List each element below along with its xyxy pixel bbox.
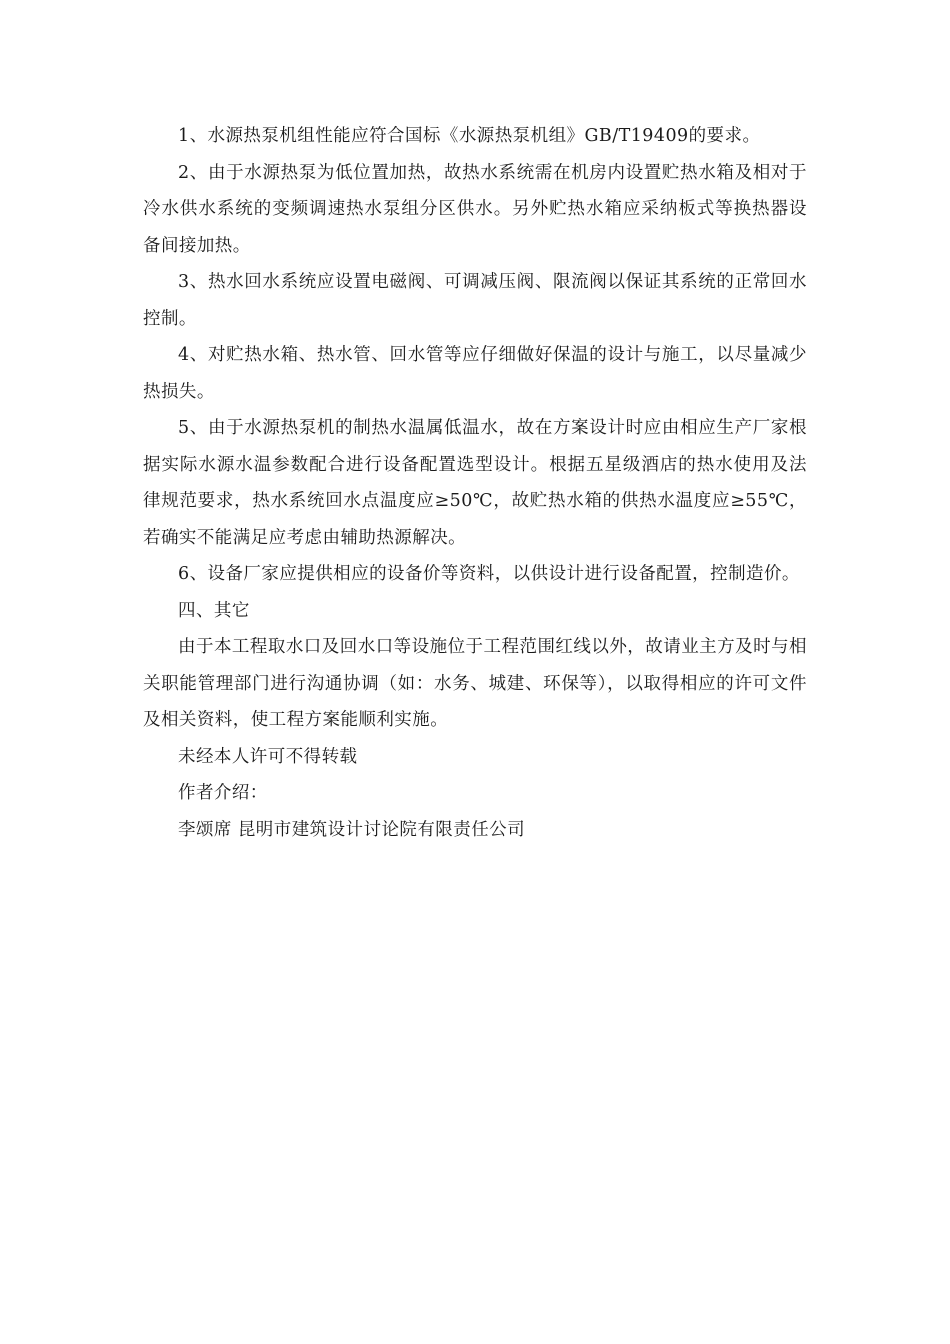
paragraph-other-body: 由于本工程取水口及回水口等设施位于工程范围红线以外，故请业主方及时与相关职能管理部门进行沟通协调（如：水务、城建、环保等），以取得相应的许可文件及相关资料，使工程方案能顺利实施。: [143, 637, 807, 730]
document-body: [143, 118, 807, 848]
paragraph-item-2: 2、由于水源热泵为低位置加热，故热水系统需在机房内设置贮热水箱及相对于冷水供水系统的变频调速热水泵组分区供水。另外贮热水箱应采纳板式等换热器设备间接加热。: [143, 162, 807, 256]
paragraph-item-5: 5、由于水源热泵机的制热水温属低温水，故在方案设计时应由相应生产厂家根据实际水源水温参数配合进行设备配置选型设计。根据五星级酒店的热水使用及法律规范要求，热水系统回水点温度应≥50℃，故贮热水箱的供热水温度应≥55℃，若确实不能满足应考虑由辅助热源解决。: [143, 418, 807, 548]
section-heading-other: 四、其它: [178, 600, 250, 621]
paragraph-item-1: 1、水源热泵机组性能应符合国标《水源热泵机组》GB/T19409的要求。: [178, 126, 761, 146]
paragraph-item-3: 3、热水回水系统应设置电磁阀、可调减压阀、限流阀以保证其系统的正常回水控制。: [143, 272, 807, 329]
author-info: 李颂席 昆明市建筑设计讨论院有限责任公司: [178, 819, 526, 840]
paragraph-item-4: 4、对贮热水箱、热水管、回水管等应仔细做好保温的设计与施工，以尽量减少热损失。: [143, 345, 807, 402]
author-intro-label: 作者介绍：: [178, 783, 268, 803]
paragraph-item-6: 6、设备厂家应提供相应的设备价等资料，以供设计进行设备配置，控制造价。: [178, 564, 800, 584]
copyright-notice: 未经本人许可不得转载: [178, 746, 358, 767]
